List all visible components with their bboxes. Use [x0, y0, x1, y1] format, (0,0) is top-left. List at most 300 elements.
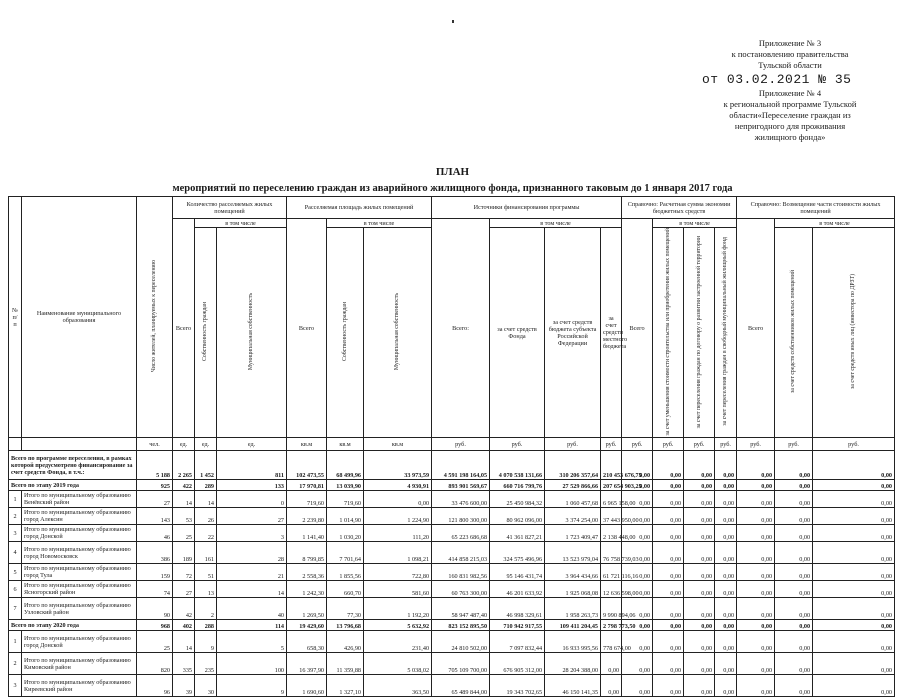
- value-cell: 719,60: [287, 491, 327, 508]
- approval-line: к постановлению правительства: [731, 49, 849, 59]
- value-cell: 0,00: [775, 631, 813, 653]
- value-cell: 1 060 457,68: [545, 491, 601, 508]
- value-cell: 0,00: [601, 675, 622, 697]
- plan-table: [8, 196, 895, 697]
- value-cell: 402: [173, 620, 195, 631]
- value-cell: 676 905 312,00: [490, 653, 545, 675]
- value-cell: 121 800 300,00: [432, 508, 490, 525]
- value-cell: 0,00: [775, 491, 813, 508]
- value-cell: 65 489 844,00: [432, 675, 490, 697]
- value-cell: 0,00: [622, 508, 653, 525]
- value-cell: 0,00: [715, 564, 737, 581]
- value-cell: 42: [173, 598, 195, 620]
- value-cell: 53: [173, 508, 195, 525]
- value-cell: 21: [217, 564, 287, 581]
- value-cell: 76 758 739,03: [601, 542, 622, 564]
- row-name: Итого по муниципальному образованию Кимовский район: [22, 653, 137, 675]
- value-cell: 335: [173, 653, 195, 675]
- row-number: 1: [9, 631, 22, 653]
- value-cell: 0,00: [622, 675, 653, 697]
- value-cell: 160 831 982,56: [432, 564, 490, 581]
- value-cell: 386: [137, 542, 173, 564]
- value-cell: 893 901 569,67: [432, 480, 490, 491]
- units-cell: кв.м: [287, 438, 327, 451]
- header-private: Собственность граждан: [195, 228, 217, 438]
- row-name: Всего по программе переселения, в рамках которой предусмотрено финансирование за счет средств Фонда, в т.ч.:: [9, 451, 137, 480]
- value-cell: 289: [195, 480, 217, 491]
- header-ref1-a: за счет уменьшения стоимости строительства или приобретения жилых помещений: [653, 228, 684, 438]
- value-cell: 27: [137, 491, 173, 508]
- value-cell: 9: [217, 675, 287, 697]
- value-cell: 0,00: [715, 491, 737, 508]
- value-cell: 22: [195, 525, 217, 542]
- value-cell: 0,00: [813, 620, 895, 631]
- value-cell: 0,00: [775, 451, 813, 480]
- value-cell: 61 721 116,16: [601, 564, 622, 581]
- value-cell: 37 443 950,00: [601, 508, 622, 525]
- units-cell: ед.: [195, 438, 217, 451]
- value-cell: 0,00: [684, 631, 715, 653]
- row-name: Итого по муниципальному образованию город Новомосковск: [22, 542, 137, 564]
- value-cell: 0,00: [715, 598, 737, 620]
- units-cell: руб.: [737, 438, 775, 451]
- units-cell: ед.: [173, 438, 195, 451]
- value-cell: 925: [137, 480, 173, 491]
- value-cell: 235: [195, 653, 217, 675]
- value-cell: 0,00: [737, 631, 775, 653]
- value-cell: 0,00: [653, 491, 684, 508]
- value-cell: 0,00: [737, 451, 775, 480]
- units-cell: руб.: [601, 438, 622, 451]
- table-row: [9, 564, 895, 581]
- value-cell: 3 374 254,00: [545, 508, 601, 525]
- value-cell: 27: [217, 508, 287, 525]
- value-cell: 324 575 496,96: [490, 542, 545, 564]
- value-cell: 0,00: [684, 542, 715, 564]
- table-body: [9, 438, 895, 697]
- value-cell: 4 591 198 164,05: [432, 451, 490, 480]
- total-row: [9, 480, 895, 491]
- value-cell: 0,00: [684, 581, 715, 598]
- header-rooms-group: Количество расселяемых жилых помещений: [173, 197, 287, 219]
- value-cell: 2 138 448,00: [601, 525, 622, 542]
- value-cell: 710 942 917,55: [490, 620, 545, 631]
- value-cell: 660 716 799,76: [490, 480, 545, 491]
- value-cell: 0,00: [653, 480, 684, 491]
- value-cell: 0,00: [737, 675, 775, 697]
- value-cell: 11 359,88: [327, 653, 364, 675]
- value-cell: 0,00: [622, 542, 653, 564]
- value-cell: 0,00: [715, 581, 737, 598]
- value-cell: 90: [137, 598, 173, 620]
- value-cell: 1 141,40: [287, 525, 327, 542]
- value-cell: 0,00: [601, 653, 622, 675]
- value-cell: 7 097 832,44: [490, 631, 545, 653]
- value-cell: 72: [173, 564, 195, 581]
- approval-date: от 03.02.2021 № 35: [702, 72, 852, 87]
- row-number: 4: [9, 542, 22, 564]
- value-cell: 0,00: [737, 653, 775, 675]
- value-cell: 40: [217, 598, 287, 620]
- value-cell: 0,00: [715, 480, 737, 491]
- header-fin-total: Всего:: [432, 219, 490, 438]
- value-cell: 0,00: [775, 525, 813, 542]
- header-incl: в том числе: [195, 219, 287, 228]
- value-cell: 14: [217, 581, 287, 598]
- value-cell: 80 962 096,00: [490, 508, 545, 525]
- value-cell: 0,00: [622, 451, 653, 480]
- value-cell: 0,00: [653, 451, 684, 480]
- header-ref1-total: Всего: [622, 219, 653, 438]
- value-cell: 28: [217, 542, 287, 564]
- value-cell: 0,00: [653, 653, 684, 675]
- document-title: ПЛАН: [435, 166, 470, 178]
- approval-line: непригодного для проживания: [734, 121, 846, 131]
- units-cell: [9, 438, 22, 451]
- units-cell: [22, 438, 137, 451]
- value-cell: 0,00: [813, 564, 895, 581]
- value-cell: 1 030,20: [327, 525, 364, 542]
- value-cell: 28 204 388,00: [545, 653, 601, 675]
- value-cell: 102 473,55: [287, 451, 327, 480]
- value-cell: 0,00: [653, 542, 684, 564]
- value-cell: 26: [195, 508, 217, 525]
- value-cell: 1 192,20: [364, 598, 432, 620]
- value-cell: 0,00: [653, 525, 684, 542]
- value-cell: 1 452: [195, 451, 217, 480]
- value-cell: 0,00: [622, 564, 653, 581]
- value-cell: 109 411 204,45: [545, 620, 601, 631]
- value-cell: 46 150 141,35: [545, 675, 601, 697]
- value-cell: 0,00: [715, 542, 737, 564]
- value-cell: 0,00: [813, 675, 895, 697]
- value-cell: 0,00: [622, 631, 653, 653]
- value-cell: 14: [195, 491, 217, 508]
- value-cell: 0,00: [813, 508, 895, 525]
- value-cell: 0,00: [684, 525, 715, 542]
- value-cell: 0,00: [684, 564, 715, 581]
- value-cell: 0,00: [684, 491, 715, 508]
- header-incl: в том числе: [327, 219, 432, 228]
- value-cell: 1 014,90: [327, 508, 364, 525]
- value-cell: 0,00: [653, 581, 684, 598]
- approval-line: Приложение № 3: [758, 38, 822, 48]
- value-cell: 25: [173, 525, 195, 542]
- header-local-budget: за счет средств местного бюджета: [601, 228, 622, 438]
- value-cell: 4 930,91: [364, 480, 432, 491]
- value-cell: 0,00: [684, 451, 715, 480]
- value-cell: 5 632,92: [364, 620, 432, 631]
- value-cell: 0,00: [715, 631, 737, 653]
- value-cell: 46 998 329,61: [490, 598, 545, 620]
- units-cell: руб.: [813, 438, 895, 451]
- value-cell: 363,50: [364, 675, 432, 697]
- value-cell: 968: [137, 620, 173, 631]
- header-region-budget: за счет средств бюджета субъекта Российской Федерации: [545, 228, 601, 438]
- value-cell: 68 499,96: [327, 451, 364, 480]
- row-name: Итого по муниципальному образованию Киреевский район: [22, 675, 137, 697]
- value-cell: 19 429,60: [287, 620, 327, 631]
- row-name: Всего по этапу 2019 года: [9, 480, 137, 491]
- row-name: Итого по муниципальному образованию город Донской: [22, 631, 137, 653]
- value-cell: 0,00: [813, 525, 895, 542]
- table-row: [9, 581, 895, 598]
- value-cell: 2 558,36: [287, 564, 327, 581]
- value-cell: 0,00: [715, 525, 737, 542]
- units-cell: руб.: [490, 438, 545, 451]
- value-cell: 0,00: [653, 620, 684, 631]
- header-area-municipal: Муниципальная собственность: [364, 228, 432, 438]
- value-cell: 658,30: [287, 631, 327, 653]
- header-fund: за счет средств Фонда: [490, 228, 545, 438]
- value-cell: 0,00: [684, 653, 715, 675]
- units-row: [9, 438, 895, 451]
- value-cell: 0,00: [684, 508, 715, 525]
- value-cell: 0,00: [737, 491, 775, 508]
- table-row: [9, 491, 895, 508]
- row-name: Итого по муниципальному образованию город Тула: [22, 564, 137, 581]
- header-ref1-c: за счет переселения граждан в свободный муниципальный жилищный фонд: [715, 228, 737, 438]
- value-cell: 0,00: [775, 620, 813, 631]
- value-cell: 8 799,85: [287, 542, 327, 564]
- value-cell: 1 269,50: [287, 598, 327, 620]
- value-cell: 74: [137, 581, 173, 598]
- value-cell: 1 690,60: [287, 675, 327, 697]
- value-cell: 1 242,30: [287, 581, 327, 598]
- row-name: Итого по муниципальному образованию город Донской: [22, 525, 137, 542]
- value-cell: 0,00: [737, 542, 775, 564]
- value-cell: 2: [195, 598, 217, 620]
- value-cell: 0,00: [622, 491, 653, 508]
- value-cell: 4 070 538 131,66: [490, 451, 545, 480]
- value-cell: 719,60: [327, 491, 364, 508]
- row-number: 3: [9, 675, 22, 697]
- table-row: [9, 508, 895, 525]
- value-cell: 0,00: [622, 620, 653, 631]
- table-row: [9, 653, 895, 675]
- units-cell: кв.м: [364, 438, 432, 451]
- value-cell: 660,70: [327, 581, 364, 598]
- value-cell: 414 858 215,03: [432, 542, 490, 564]
- value-cell: 41 361 827,21: [490, 525, 545, 542]
- value-cell: 0,00: [653, 564, 684, 581]
- value-cell: 0,00: [715, 675, 737, 697]
- value-cell: 722,80: [364, 564, 432, 581]
- units-cell: руб.: [775, 438, 813, 451]
- header-area-total: Всего: [287, 219, 327, 438]
- row-number: 5: [9, 564, 22, 581]
- value-cell: 96: [137, 675, 173, 697]
- approval-block: [690, 38, 890, 143]
- value-cell: 1 327,10: [327, 675, 364, 697]
- value-cell: 25 450 984,32: [490, 491, 545, 508]
- value-cell: 0,00: [364, 491, 432, 508]
- value-cell: 811: [217, 451, 287, 480]
- table-row: [9, 598, 895, 620]
- value-cell: 0,00: [737, 508, 775, 525]
- value-cell: 0,00: [775, 598, 813, 620]
- row-number: 2: [9, 653, 22, 675]
- header-ref2-b: за счет средств иных лиц (инвестора по ДРЗТ): [813, 228, 895, 438]
- value-cell: 2 265: [173, 451, 195, 480]
- value-cell: 0,00: [715, 508, 737, 525]
- value-cell: 705 109 700,00: [432, 653, 490, 675]
- value-cell: 27 529 866,66: [545, 480, 601, 491]
- header-municipal: Муниципальная собственность: [217, 228, 287, 438]
- value-cell: 7 701,64: [327, 542, 364, 564]
- value-cell: 2 239,80: [287, 508, 327, 525]
- value-cell: 231,40: [364, 631, 432, 653]
- table-row: [9, 542, 895, 564]
- value-cell: 0,00: [622, 653, 653, 675]
- row-number: 3: [9, 525, 22, 542]
- value-cell: 1 855,56: [327, 564, 364, 581]
- header-ref2-a: за счет средств собственников жилых помещений: [775, 228, 813, 438]
- row-number: 2: [9, 508, 22, 525]
- value-cell: 9: [195, 631, 217, 653]
- value-cell: 39: [173, 675, 195, 697]
- value-cell: 310 206 357,64: [545, 451, 601, 480]
- value-cell: 0,00: [684, 675, 715, 697]
- value-cell: 422: [173, 480, 195, 491]
- value-cell: 12 636 598,00: [601, 581, 622, 598]
- header-incl: в том числе: [775, 219, 895, 228]
- header-area-private: Собственность граждан: [327, 228, 364, 438]
- value-cell: 19 343 702,65: [490, 675, 545, 697]
- value-cell: 16 397,90: [287, 653, 327, 675]
- units-cell: руб.: [545, 438, 601, 451]
- total-row: [9, 620, 895, 631]
- table-row: [9, 631, 895, 653]
- value-cell: 0,00: [737, 598, 775, 620]
- units-cell: руб.: [432, 438, 490, 451]
- header-ref2-group: Справочно: Возмещение части стоимости жилых помещений: [737, 197, 895, 219]
- value-cell: 65 223 686,68: [432, 525, 490, 542]
- value-cell: 0,00: [653, 631, 684, 653]
- value-cell: 0,00: [684, 620, 715, 631]
- approval-line: области«Переселение граждан из: [729, 110, 851, 120]
- value-cell: 426,90: [327, 631, 364, 653]
- value-cell: 0,00: [813, 653, 895, 675]
- row-name: Всего по этапу 2020 года: [9, 620, 137, 631]
- value-cell: 0,00: [775, 508, 813, 525]
- header-ref2-total: Всего: [737, 219, 775, 438]
- value-cell: 9 990 894,06: [601, 598, 622, 620]
- value-cell: 0,00: [775, 581, 813, 598]
- value-cell: 5 038,02: [364, 653, 432, 675]
- value-cell: 189: [173, 542, 195, 564]
- value-cell: 114: [217, 620, 287, 631]
- value-cell: 161: [195, 542, 217, 564]
- approval-line: жилищного фонда»: [754, 132, 826, 142]
- value-cell: 6 965 158,00: [601, 491, 622, 508]
- value-cell: 58 947 487,40: [432, 598, 490, 620]
- value-cell: 46: [137, 525, 173, 542]
- value-cell: 143: [137, 508, 173, 525]
- value-cell: 0,00: [622, 598, 653, 620]
- value-cell: 100: [217, 653, 287, 675]
- value-cell: 46 201 633,92: [490, 581, 545, 598]
- value-cell: 0: [217, 491, 287, 508]
- value-cell: 60 763 300,00: [432, 581, 490, 598]
- value-cell: 0,00: [775, 564, 813, 581]
- value-cell: 14: [173, 491, 195, 508]
- value-cell: 0,00: [684, 480, 715, 491]
- units-cell: руб.: [715, 438, 737, 451]
- header-rooms-total: Всего: [173, 219, 195, 438]
- value-cell: 30: [195, 675, 217, 697]
- value-cell: 1 098,21: [364, 542, 432, 564]
- value-cell: 33 973,59: [364, 451, 432, 480]
- value-cell: 24 810 502,00: [432, 631, 490, 653]
- page-mark: [452, 20, 454, 23]
- value-cell: 0,00: [684, 598, 715, 620]
- value-cell: 0,00: [813, 480, 895, 491]
- value-cell: 1 224,90: [364, 508, 432, 525]
- value-cell: 14: [173, 631, 195, 653]
- value-cell: 17 970,81: [287, 480, 327, 491]
- header-ref1-b: за счет переселения граждан по договору о развитии застроенной территории: [684, 228, 715, 438]
- value-cell: 0,00: [715, 653, 737, 675]
- value-cell: 25: [137, 631, 173, 653]
- table-row: [9, 525, 895, 542]
- header-residents: Число жителей, планируемых к переселению: [137, 197, 173, 438]
- value-cell: 3: [217, 525, 287, 542]
- value-cell: 0,00: [622, 581, 653, 598]
- units-cell: ед.: [217, 438, 287, 451]
- approval-line: Тульской области: [758, 60, 822, 70]
- value-cell: 77,30: [327, 598, 364, 620]
- value-cell: 13: [195, 581, 217, 598]
- document-subtitle: мероприятий по переселению граждан из аварийного жилищного фонда, признанного таковым до 1 января 2017 года: [172, 183, 733, 194]
- value-cell: 1 958 263,73: [545, 598, 601, 620]
- value-cell: 0,00: [653, 675, 684, 697]
- row-number: 6: [9, 581, 22, 598]
- units-cell: руб.: [622, 438, 653, 451]
- value-cell: 27: [173, 581, 195, 598]
- units-cell: чел.: [137, 438, 173, 451]
- value-cell: 0,00: [715, 451, 737, 480]
- row-name: Итого по муниципальному образованию город Алексин: [22, 508, 137, 525]
- units-cell: кв.м: [327, 438, 364, 451]
- value-cell: 0,00: [813, 631, 895, 653]
- value-cell: 33 476 600,00: [432, 491, 490, 508]
- value-cell: 133: [217, 480, 287, 491]
- value-cell: 0,00: [813, 598, 895, 620]
- value-cell: 5 188: [137, 451, 173, 480]
- value-cell: 5: [217, 631, 287, 653]
- value-cell: 51: [195, 564, 217, 581]
- approval-line: Приложение № 4: [758, 88, 822, 98]
- value-cell: 0,00: [775, 675, 813, 697]
- value-cell: 159: [137, 564, 173, 581]
- header-incl: в том числе: [490, 219, 622, 228]
- value-cell: 823 152 895,50: [432, 620, 490, 631]
- value-cell: 0,00: [813, 581, 895, 598]
- row-number: 1: [9, 491, 22, 508]
- row-name: Итого по муниципальному образованию Ясногорский район: [22, 581, 137, 598]
- value-cell: 95 146 431,74: [490, 564, 545, 581]
- value-cell: 288: [195, 620, 217, 631]
- value-cell: 778 674,00: [601, 631, 622, 653]
- value-cell: 0,00: [737, 581, 775, 598]
- value-cell: 0,00: [775, 542, 813, 564]
- value-cell: 207 654 903,25: [601, 480, 622, 491]
- approval-line: к региональной программе Тульской: [723, 99, 857, 109]
- value-cell: 111,20: [364, 525, 432, 542]
- value-cell: 13 796,68: [327, 620, 364, 631]
- value-cell: 0,00: [622, 525, 653, 542]
